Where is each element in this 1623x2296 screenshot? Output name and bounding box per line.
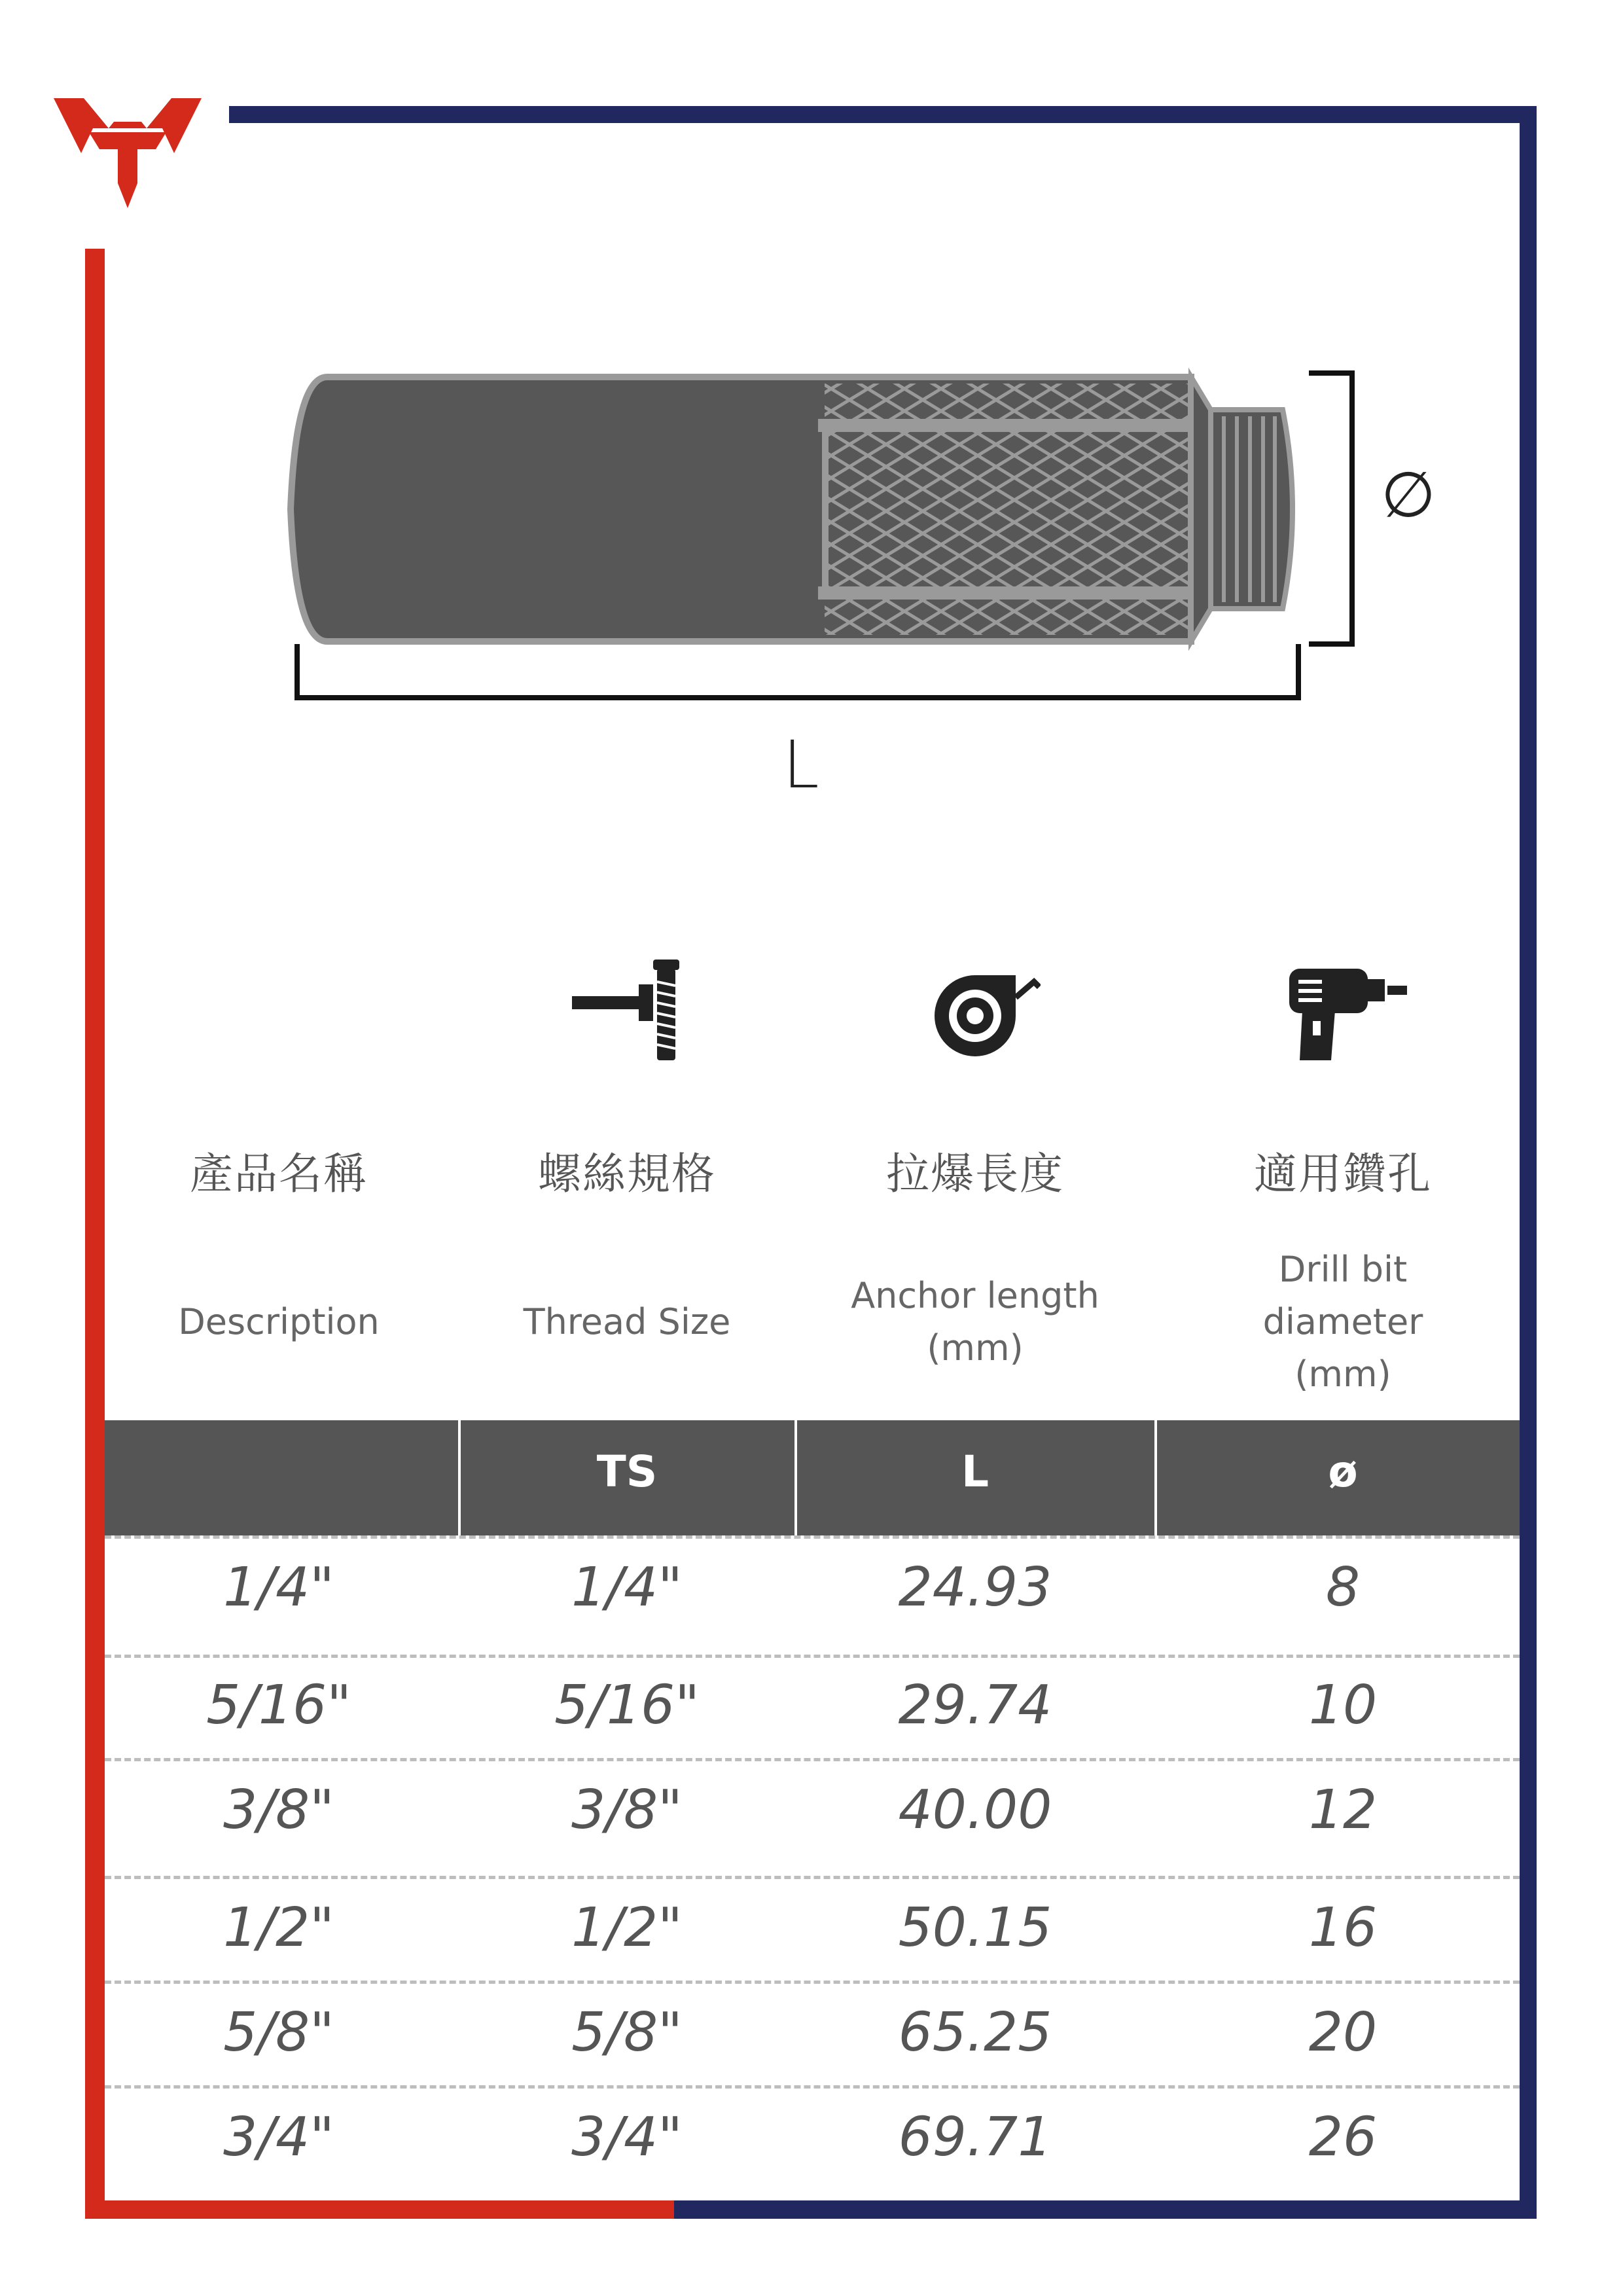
cell-drill-diameter: 16 — [1308, 1897, 1378, 1959]
cell-anchor-length: 65.25 — [898, 2001, 1052, 2064]
column-header-diameter: ø — [1328, 1446, 1358, 1497]
frame-bottom-border-blue — [674, 2200, 1537, 2219]
header-drill-bit-en-line1: Drill bit — [1278, 1249, 1408, 1290]
frame-top-border — [229, 106, 1537, 123]
cell-thread-size: 1/4" — [571, 1556, 683, 1619]
row-divider — [105, 1758, 1520, 1761]
cell-drill-diameter: 20 — [1308, 2001, 1378, 2064]
cell-drill-diameter: 26 — [1308, 2106, 1378, 2168]
cell-thread-size: 1/2" — [571, 1897, 683, 1959]
table-row — [0, 2106, 1623, 2178]
column-header-ts: TS — [596, 1446, 658, 1497]
row-divider — [105, 1655, 1520, 1658]
header-anchor-length-en-line2: (mm) — [927, 1327, 1024, 1369]
cell-anchor-length: 24.93 — [898, 1556, 1052, 1619]
cell-description: 3/8" — [223, 1779, 334, 1841]
row-divider — [105, 2085, 1520, 2089]
column-header-l: L — [961, 1446, 990, 1497]
cell-description: 1/2" — [223, 1897, 334, 1959]
table-row — [0, 1556, 1623, 1628]
cell-drill-diameter: 8 — [1325, 1556, 1361, 1619]
table-row — [0, 1897, 1623, 1969]
cell-anchor-length: 40.00 — [898, 1779, 1052, 1841]
frame-bottom-border-red — [85, 2200, 674, 2219]
cell-drill-diameter: 10 — [1308, 1674, 1378, 1736]
cell-anchor-length: 69.71 — [898, 2106, 1052, 2168]
cell-thread-size: 3/4" — [571, 2106, 683, 2168]
anchor-diagram — [281, 367, 1459, 812]
row-divider — [105, 1876, 1520, 1879]
header-drill-bit-en-line2: diameter — [1262, 1301, 1423, 1342]
table-header-separator — [1154, 1420, 1157, 1535]
cell-description: 5/16" — [206, 1674, 351, 1736]
cell-description: 1/4" — [223, 1556, 334, 1619]
cell-description: 3/4" — [223, 2106, 334, 2168]
diameter-symbol: ∅ — [1381, 458, 1436, 531]
header-description-en: Description — [178, 1301, 380, 1342]
header-anchor-length-en-line1: Anchor length — [851, 1275, 1099, 1316]
cell-thread-size: 5/16" — [554, 1674, 700, 1736]
row-divider — [105, 1981, 1520, 1984]
header-drill-bit-en — [1173, 1244, 1513, 1401]
cell-thread-size: 5/8" — [571, 2001, 683, 2064]
header-anchor-length-en — [805, 1270, 1145, 1374]
table-row — [0, 1779, 1623, 1851]
table-row — [0, 2001, 1623, 2073]
header-thread-size-zh: 螺絲規格 — [538, 1149, 716, 1199]
length-symbol: L — [783, 726, 819, 803]
cell-thread-size: 3/8" — [571, 1779, 683, 1841]
power-drill-icon — [1283, 956, 1414, 1067]
measuring-tape-icon — [910, 956, 1041, 1067]
thread-gauge-icon — [565, 956, 696, 1067]
header-description-zh: 產品名稱 — [190, 1149, 368, 1199]
header-thread-size-en: Thread Size — [523, 1301, 731, 1342]
row-divider — [105, 1535, 1520, 1539]
cell-anchor-length: 50.15 — [898, 1897, 1052, 1959]
header-anchor-length-zh: 拉爆長度 — [886, 1149, 1064, 1199]
cell-anchor-length: 29.74 — [898, 1674, 1052, 1736]
table-row — [0, 1674, 1623, 1746]
header-drill-bit-en-line3: (mm) — [1294, 1354, 1391, 1395]
cell-description: 5/8" — [223, 2001, 334, 2064]
brand-logo — [54, 98, 202, 208]
cell-drill-diameter: 12 — [1308, 1779, 1378, 1841]
header-drill-bit-zh: 適用鑽孔 — [1254, 1149, 1432, 1199]
